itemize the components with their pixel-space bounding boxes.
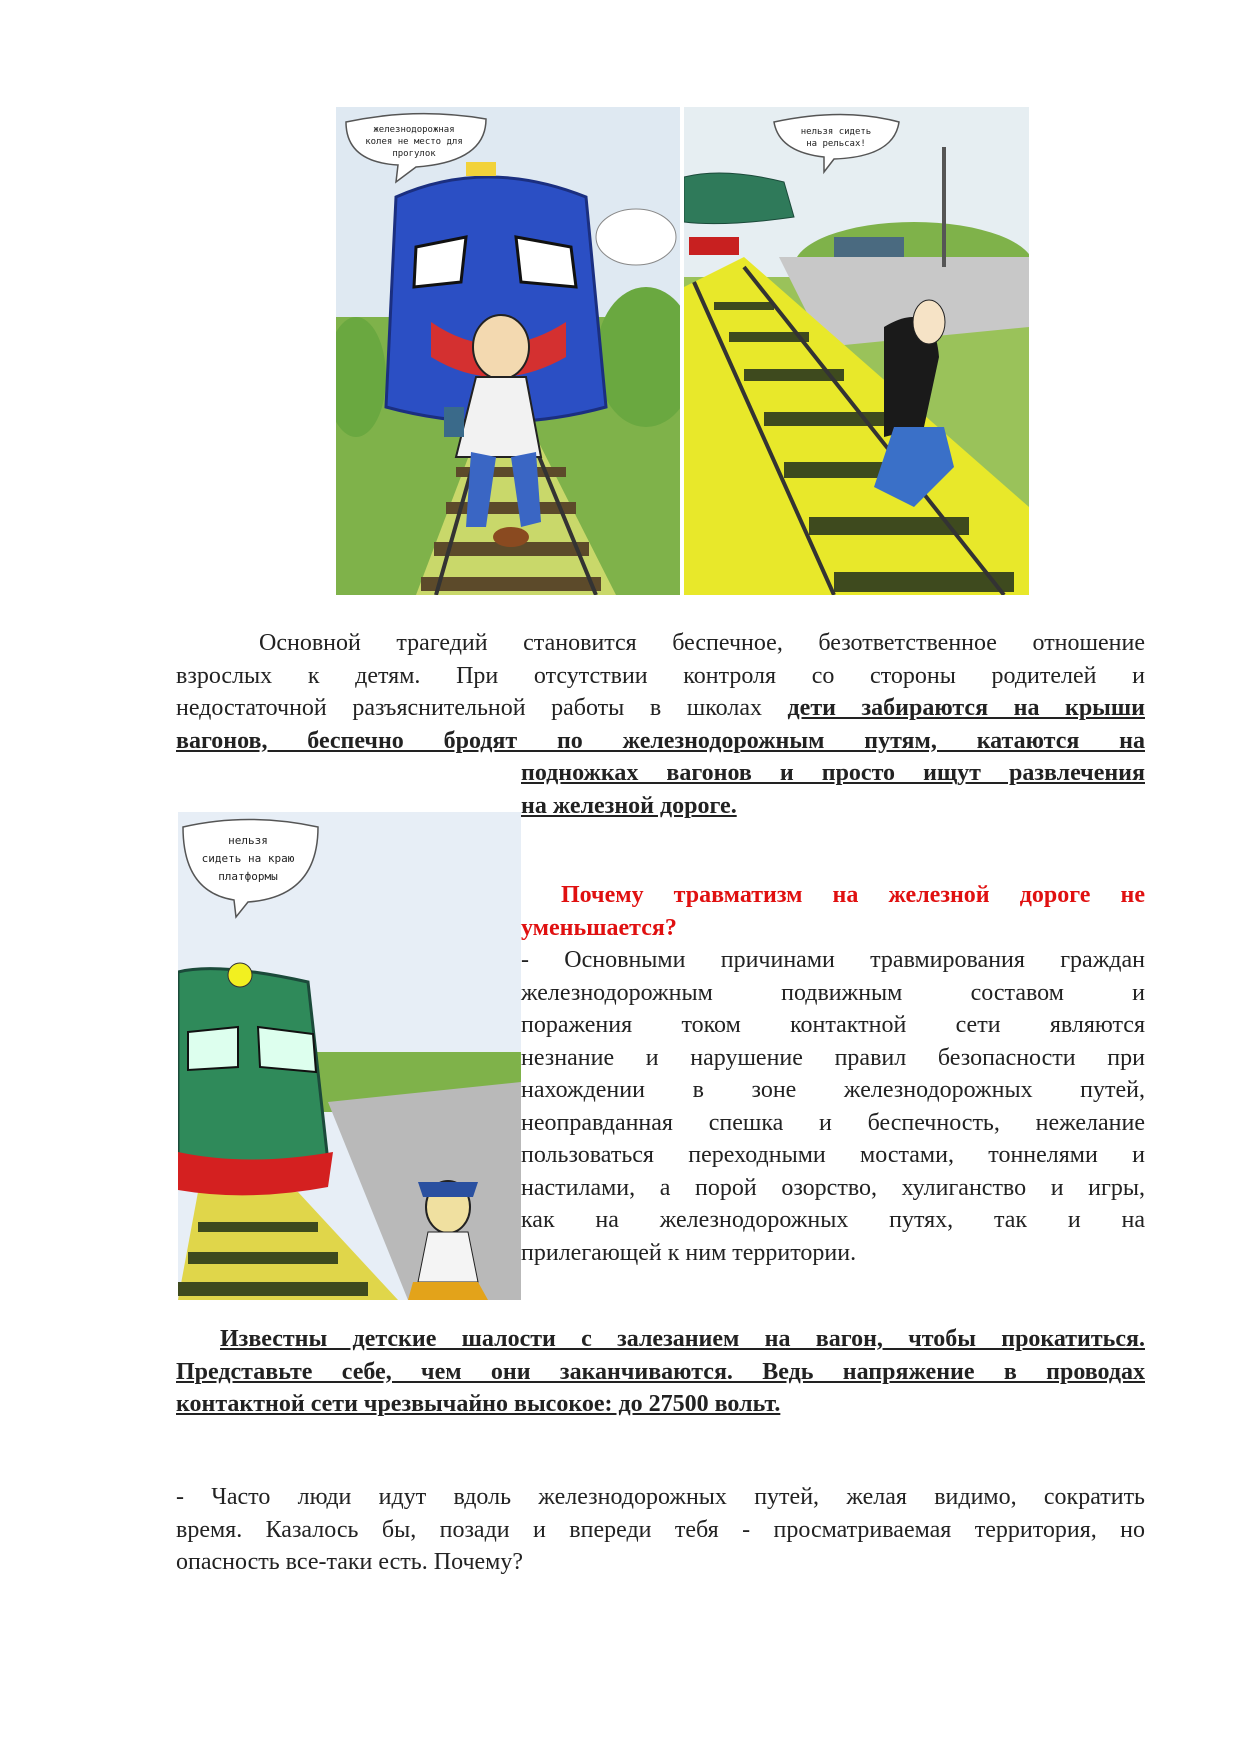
warning-line: Известны детские шалости с залезанием на вагон, чтобы прокатиться. xyxy=(220,1326,1145,1352)
question-section xyxy=(521,879,1145,1269)
bubble-line: железнодорожная xyxy=(373,125,455,135)
intro-line-text: недостаточной разъяснительной работы в школах xyxy=(176,695,788,721)
question-body-line: железнодорожным подвижным составом и xyxy=(521,979,1145,1006)
question-title: Почему травматизм на железной дороге не xyxy=(561,882,1145,908)
intro-paragraph-tail xyxy=(521,757,1145,822)
bubble-line: прогулок xyxy=(392,149,436,159)
warning-line: Представьте себе, чем они заканчиваются. Ведь напряжение в проводах xyxy=(176,1358,1145,1385)
question-body-line: как на железнодорожных путях, так и на xyxy=(521,1207,1145,1233)
question-body-line: нахождении в зоне железнодорожных путей, xyxy=(521,1077,1145,1103)
closing-line: - Часто люди идут вдоль железнодорожных путей, желая видимо, сократить xyxy=(176,1484,1145,1510)
question-title: уменьшается? xyxy=(521,914,677,941)
question-body-line: неоправданная спешка и беспечность, нежелание xyxy=(521,1109,1145,1136)
question-body-line: незнание и нарушение правил безопасности при xyxy=(521,1044,1145,1071)
question-body-line: - Основными причинами травмирования граждан xyxy=(521,947,1145,973)
intro-line: Основной трагедий становится беспечное, безответственное отношение xyxy=(259,630,1145,656)
intro-bold-line: подножках вагонов и просто ищут развлечения xyxy=(521,760,1145,786)
intro-line: взрослых к детям. При отсутствии контроля со стороны родителей и xyxy=(176,662,1145,689)
question-body-line: прилегающей к ним территории. xyxy=(521,1239,857,1266)
intro-bold-line: вагонов, беспечно бродят по железнодорожным путям, катаются на xyxy=(176,727,1145,754)
closing-line: опасность все-таки есть. Почему? xyxy=(176,1549,524,1575)
bubble-line: нельзя сидеть xyxy=(800,127,872,137)
bubble-line: колея не место для xyxy=(365,137,463,147)
intro-paragraph xyxy=(176,627,1145,757)
bubble-line: сидеть на краю xyxy=(201,852,295,865)
closing-paragraph xyxy=(176,1481,1145,1579)
intro-bold-inline: дети забираются на крыши xyxy=(787,695,1145,721)
bubble-line: платформы xyxy=(218,870,278,883)
warning-line: контактной сети чрезвычайно высокое: до 27500 вольт. xyxy=(176,1391,781,1417)
intro-line xyxy=(176,692,1145,725)
bubble-line: нельзя xyxy=(228,834,268,847)
bubble-line: на рельсах! xyxy=(806,139,866,149)
question-body-line: пользоваться переходными мостами, тоннелями и xyxy=(521,1142,1145,1168)
warning-paragraph xyxy=(176,1323,1145,1421)
closing-line: время. Казалось бы, позади и впереди тебя - просматриваемая территория, но xyxy=(176,1516,1145,1543)
train-walker-illustration xyxy=(336,107,680,595)
intro-bold-line: на железной дороге. xyxy=(521,792,737,819)
question-body-line: поражения током контактной сети являются xyxy=(521,1012,1145,1038)
platform-edge-illustration xyxy=(178,812,521,1300)
rail-sitter-illustration xyxy=(684,107,1029,595)
question-body-line: настилами, а порой озорство, хулиганство и игры, xyxy=(521,1174,1145,1201)
